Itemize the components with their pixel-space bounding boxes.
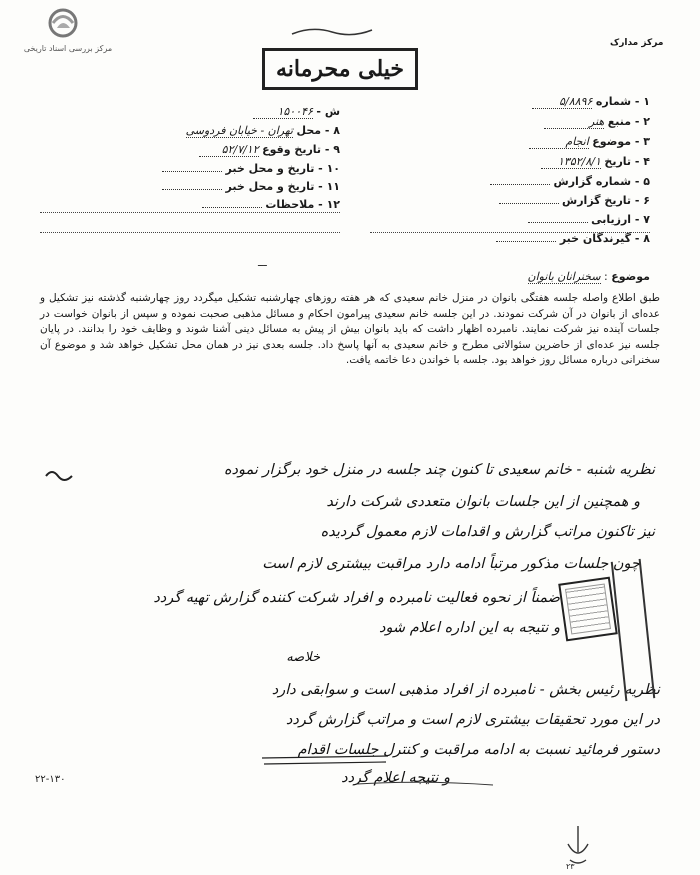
handwritten-note-line: و نتیجه اعلام گردد xyxy=(341,770,450,786)
field-row xyxy=(360,155,650,169)
form-rule-line xyxy=(40,212,340,213)
field-label: ۱۱ - تاریخ و محل خبر xyxy=(225,180,340,193)
field-label: ش - xyxy=(316,105,340,118)
field-value: انجام xyxy=(529,135,589,149)
field-row xyxy=(40,143,340,157)
form-rule-line xyxy=(370,232,650,233)
typed-report-body: طبق اطلاع واصله جلسه هفتگی بانوان در منزل خانم سعیدی که هر هفته روزهای چهارشنبه تشکیل میگردد روز چهارشنبه گذشته نیز تشکیل و عده‌ای از بانوان در آن شرکت نمودند. در این جلسه خانم سعیدی پیرامون احکام و مسائل مذهبی صحبت نموده و سپس از بانوان خواست در جلسات آینده نیز شرکت نمایند. نامبرده اظهار داشت که باید بانوان بیش از پیش به مسائل دینی آشنا شوند و وظایف خود را بدانند. در پایان جلسه نیز عده‌ای از حاضرین سئوالاتی مطرح و خانم سعیدی به آنها پاسخ داد. جلسه بعدی نیز در همان محل تشکیل خواهد شد و موضوع آن سخنرانی درباره مسائل روز خواهد بود. جلسه با خواندن دعا خاتمه یافت. xyxy=(40,292,660,366)
handwritten-line: نیز تاکنون مراتب گزارش و اقدامات لازم معمول گردیده xyxy=(320,524,655,540)
subject-label: موضوع xyxy=(611,270,650,283)
field-row xyxy=(360,213,650,226)
margin-scribble xyxy=(44,468,74,484)
margin-stamp xyxy=(611,559,655,701)
field-value: ۱۳۵۲/۸/۱ xyxy=(541,155,601,169)
field-value: تهران - خیابان فردوسی xyxy=(185,124,293,137)
fields-right-column xyxy=(360,95,650,251)
classification-tag: مرکز مدارک xyxy=(610,38,664,48)
field-row xyxy=(40,124,340,138)
handwriting-underline xyxy=(355,778,495,792)
field-value xyxy=(496,241,556,242)
field-value: ۵۲/۷/۱۲ xyxy=(199,143,259,157)
field-value: ۱۵۰۰۴۶ xyxy=(253,105,313,119)
page-number: ۲۲-۱۳۰ xyxy=(35,774,66,785)
archive-logo-icon xyxy=(46,8,80,38)
field-label: ۱ - شماره xyxy=(595,95,650,108)
archive-logo-text: مرکز بررسی اسناد تاریخی xyxy=(23,44,113,53)
field-label: ۸ - محل xyxy=(296,124,340,137)
field-row xyxy=(40,162,340,175)
field-row xyxy=(360,194,650,207)
bottom-mark-text: ۲۳ xyxy=(566,862,575,871)
stamp-inner xyxy=(565,583,611,634)
field-row xyxy=(360,135,650,149)
classification-title: خیلی محرمانه xyxy=(262,48,418,90)
field-value: ۵/۸۸۹۶ xyxy=(532,95,592,109)
field-value xyxy=(490,184,550,185)
archive-logo xyxy=(8,6,128,56)
handwritten-line: و همچنین از این جلسات بانوان متعددی شرکت دارند xyxy=(326,494,640,510)
handwritten-note-line: دستور فرمائید نسبت به ادامه مراقبت و کنترل جلسات اقدام xyxy=(297,742,660,758)
field-value xyxy=(202,207,262,208)
field-label: ۱۲ - ملاحظات xyxy=(265,198,340,211)
field-row xyxy=(40,198,340,211)
handwritten-line: ضمناً از نحوه فعالیت نامبرده و افراد شرکت کننده گزارش تهیه گردد xyxy=(153,590,560,606)
field-label: ۸ - گیرندگان خبر xyxy=(559,232,650,245)
field-label: ۶ - تاریخ گزارش xyxy=(562,194,650,207)
field-row xyxy=(360,175,650,188)
field-label: ۱۰ - تاریخ و محل خبر xyxy=(225,162,340,175)
field-row xyxy=(40,105,340,119)
field-value xyxy=(528,222,588,223)
field-value xyxy=(162,171,222,172)
field-label: ۲ - منبع xyxy=(607,115,650,128)
form-rule-line xyxy=(40,232,340,233)
form-marker: ـــ xyxy=(258,258,267,269)
field-label: ۴ - تاریخ xyxy=(604,155,650,168)
field-value xyxy=(162,189,222,190)
subject-line: موضوع : سخنرانان بانوان xyxy=(527,270,650,283)
field-label: ۷ - ارزیابی xyxy=(591,213,650,226)
handwritten-note-line: در این مورد تحقیقات بیشتری لازم است و مراتب گزارش گردد xyxy=(285,712,660,728)
handwritten-line: نظریه شنبه - خانم سعیدی تا کنون چند جلسه در منزل خود برگزار نموده xyxy=(223,462,655,478)
field-row xyxy=(360,115,650,129)
subject-value: سخنرانان بانوان xyxy=(527,270,601,283)
field-value xyxy=(499,203,559,204)
field-label: ۳ - موضوع xyxy=(592,135,650,148)
seal-top xyxy=(272,24,392,40)
field-value: هنر xyxy=(544,115,604,129)
handwritten-note-line: نظریه رئیس بخش - نامبرده از افراد مذهبی است و سوابقی دارد xyxy=(271,682,660,698)
handwritten-line: خلاصه xyxy=(286,650,320,665)
fields-left-column xyxy=(40,105,340,216)
field-row xyxy=(360,95,650,109)
official-stamp xyxy=(558,577,618,642)
handwriting-underline xyxy=(260,750,390,770)
field-label: ۹ - تاریخ وقوع xyxy=(262,143,340,156)
handwritten-line: و نتیجه به این اداره اعلام شود xyxy=(378,620,560,636)
field-label: ۵ - شماره گزارش xyxy=(553,175,650,188)
field-row xyxy=(360,232,650,245)
handwritten-line: چون جلسات مذکور مرتباً ادامه دارد مراقبت بیشتری لازم است xyxy=(262,556,640,572)
field-row xyxy=(40,180,340,193)
